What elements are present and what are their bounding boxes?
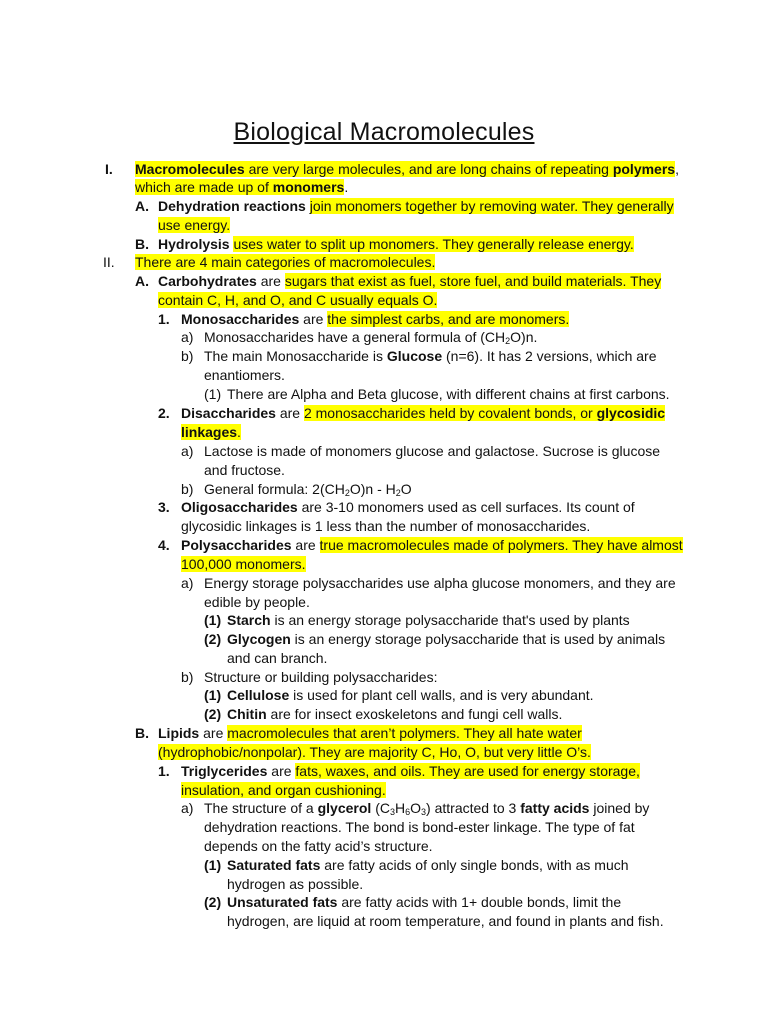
dehydration-line-1: Dehydration reactions join monomers together by removing water. They generally <box>158 198 674 214</box>
marker-mono: 1. <box>158 311 170 327</box>
starch-line: Starch is an energy storage polysaccharide that's used by plants <box>227 612 630 628</box>
marker-tri-a: a) <box>181 800 194 816</box>
section-i-line-2: which are made up of monomers. <box>135 179 349 195</box>
carbohydrates-line-2: contain C, H, and O, and C usually equals O. <box>158 292 438 308</box>
marker-poly-a-2: (2) <box>204 631 222 647</box>
lactose-line-1: Lactose is made of monomers glucose and galactose. Sucrose is glucose <box>204 443 661 459</box>
structure-line: Structure or building polysaccharides: <box>204 669 438 685</box>
glucose-line-1: The main Monosaccharide is Glucose (n=6). It has 2 versions, which are <box>204 348 657 364</box>
lipids-line-2: (hydrophobic/nonpolar). They are majority C, Ho, O, but very little O’s. <box>158 744 591 760</box>
glycerol-line-1: The structure of a glycerol $(C_3H_6O_3)$ attracted to 3 fatty acids joined by <box>204 800 650 817</box>
disaccharides-line-1: Disaccharides are 2 monosaccharides held by covalent bonds, or glycosidic <box>181 405 666 421</box>
lipids-line-1: Lipids are macromolecules that aren’t polymers. They all hate water <box>158 725 582 741</box>
marker-i-a: A. <box>135 198 149 214</box>
marker-tri: 1. <box>158 763 170 779</box>
marker-poly-a: a) <box>181 575 194 591</box>
hydrolysis-line: Hydrolysis uses water to split up monomers. They generally release energy. <box>158 236 634 252</box>
unsaturated-line-2: hydrogen, are liquid at room temperature, and found in plants and fish. <box>227 913 664 929</box>
glycerol-line-2: dehydration reactions. The bond is bond-ester linkage. The type of fat <box>204 819 635 835</box>
dehydration-line-2: use energy. <box>158 217 231 233</box>
energy-storage-line-2: edible by people. <box>204 594 310 610</box>
di-formula-line: General formula: $2(CH_2O)n - H_2O$ <box>204 481 412 498</box>
glucose-line-2: enantiomers. <box>204 367 285 383</box>
glycogen-line-2: and can branch. <box>227 650 328 666</box>
oligosaccharides-line-1: Oligosaccharides are 3-10 monomers used as cell surfaces. Its count of <box>181 499 635 515</box>
marker-oligo: 3. <box>158 499 170 515</box>
marker-di: 2. <box>158 405 170 421</box>
roman-marker-ii: II. <box>103 254 115 270</box>
polysaccharides-line-2: 100,000 monomers. <box>181 556 306 572</box>
energy-storage-line-1: Energy storage polysaccharides use alpha glucose monomers, and they are <box>204 575 676 591</box>
mono-formula-line: Monosaccharides have a general formula of $(CH_2O)n$. <box>204 329 538 346</box>
roman-marker-i: I. <box>105 161 113 177</box>
chitin-line: Chitin are for insect exoskeletons and fungi cell walls. <box>227 706 563 722</box>
marker-poly-b-2: (2) <box>204 706 222 722</box>
alpha-beta-line: There are Alpha and Beta glucose, with different chains at first carbons. <box>227 386 670 402</box>
marker-di-b: b) <box>181 481 194 497</box>
marker-mono-b: b) <box>181 348 194 364</box>
section-ii-line: There are 4 main categories of macromolecules. <box>135 254 436 270</box>
saturated-line-2: hydrogen as possible. <box>227 876 364 892</box>
disaccharides-line-2: linkages. <box>181 424 241 440</box>
triglycerides-line-1: Triglycerides are fats, waxes, and oils. They are used for energy storage, <box>181 763 640 779</box>
marker-poly-b: b) <box>181 669 194 685</box>
lactose-line-2: and fructose. <box>204 462 285 478</box>
glycerol-line-3: depends on the fatty acid’s structure. <box>204 838 433 854</box>
polysaccharides-line-1: Polysaccharides are true macromolecules made of polymers. They have almost <box>181 537 683 553</box>
saturated-line-1: Saturated fats are fatty acids of only single bonds, with as much <box>227 857 629 873</box>
marker-poly-a-1: (1) <box>204 612 222 628</box>
section-i-line-1: Macromolecules are very large molecules, and are long chains of repeating polymers, <box>135 161 679 177</box>
monosaccharides-line: Monosaccharides are the simplest carbs, and are monomers. <box>181 311 570 327</box>
marker-tri-a-1: (1) <box>204 857 222 873</box>
marker-i-b: B. <box>135 236 149 252</box>
cellulose-line: Cellulose is used for plant cell walls, and is very abundant. <box>227 687 594 703</box>
marker-di-a: a) <box>181 443 194 459</box>
carbohydrates-line-1: Carbohydrates are sugars that exist as fuel, store fuel, and build materials. They <box>158 273 662 289</box>
marker-tri-a-2: (2) <box>204 894 222 910</box>
marker-poly-b-1: (1) <box>204 687 222 703</box>
marker-mono-b-1: (1) <box>204 386 222 402</box>
glycogen-line-1: Glycogen is an energy storage polysaccharide that is used by animals <box>227 631 666 647</box>
marker-poly: 4. <box>158 537 170 553</box>
document-title: Biological Macromolecules <box>233 118 535 146</box>
oligosaccharides-line-2: glycosidic linkages is 1 less than the number of monosaccharides. <box>181 518 591 534</box>
marker-ii-a: A. <box>135 273 149 289</box>
marker-ii-b: B. <box>135 725 149 741</box>
triglycerides-line-2: insulation, and organ cushioning. <box>181 782 386 798</box>
unsaturated-line-1: Unsaturated fats are fatty acids with 1+ double bonds, limit the <box>227 894 622 910</box>
marker-mono-a: a) <box>181 329 194 345</box>
